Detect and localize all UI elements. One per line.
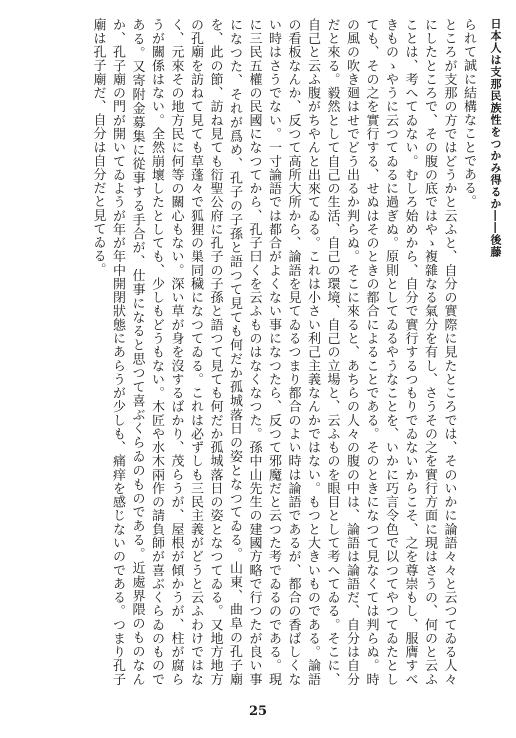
running-head: 日本人は支那民族性をつかみ得るか――後藤: [489, 18, 502, 258]
body-text: [28, 18, 478, 686]
paragraph: られて誠に結構なことである。: [461, 18, 476, 209]
paragraph: ところが支那の方ではどうかと云ふと、自分の實際に見たところでは、そのいかに論語々々と云つてゐる人々にしたところで、その腹の底ではやゝ複雜なる氣分を有し、さうその之を實行方面に現はさうの、何のと云ふことは、考へてゐない。むしろ始めから、自分で實行するつもりでゐないからこそ、之を尊崇もし、服膺すべきものゝやうに云つてゐるに過ぎぬ。原則としてゐるやうなことを、いかに巧言令色で以つてやつてゐたとしても、その之を實行する、せぬはそのときの都合によることである。そのときになつて見なくては判らぬ。時の風の吹き廻はせでどう出るか判らぬ。そこに來ると、あちらの人々の腹の中は、論語は論語だ、自分は自分だと來る。毅然として自己の生活、自己の環境、自己の立場と、云ふものを眼目として考へてゐる。そこに、自己と云ふ腹がちやんと出來てゐる。これは小さい利己主義なんかではない。もつと大きいものである。論語の看板なんか、反つて高所大所から、論語を見てゐるつまり都合のよい時は論語であるが、都合の香ばしくない時はさうでない。一寸論語では都合がよくない事になつたら、反つて邪魔だと云つた考でゐるのである。現に三民五權の民國になつてから、孔子曰くを云ふものはなくなつた。孫中山先生の建國方略で行つたが良い事になつた、それが爲め、孔子の子孫と語つて見ても何だか孤城落日の姿となつてゐる。山東、曲阜の孔子廟を、此の節、訪ね見ても衍聖公府に孔子の子孫と語つて見ても何だか孤城落日の姿となつてゐる。又地方地方の孔廟を訪ねて見ても草蓬々で狐狸の巣同穢になつてゐる。これは必ずしも三民主義がどうと云ふわけではなく、元來その地方民に何等の關心もない。深い草が身を沒するばかり、茂らうが、屋根が傾かうが、柱が腐らうが關係はない。全然崩壞したとしても、少しもどうもない。木匠や水木兩作の請負師が喜ぶくらゐのものである。又寄附金募集に從事する手合が、仕事になると思つて喜ぶくらゐのものである。近處界隈のものなんか、孔子廟の門が開いてゐようが年が年中開閉狀態にあらうが少しも、痛痒を感じないのである。つまり孔子廟は孔子廟だ、自分は自分だと見てゐる。: [90, 18, 457, 686]
page-number: 25: [248, 704, 268, 719]
